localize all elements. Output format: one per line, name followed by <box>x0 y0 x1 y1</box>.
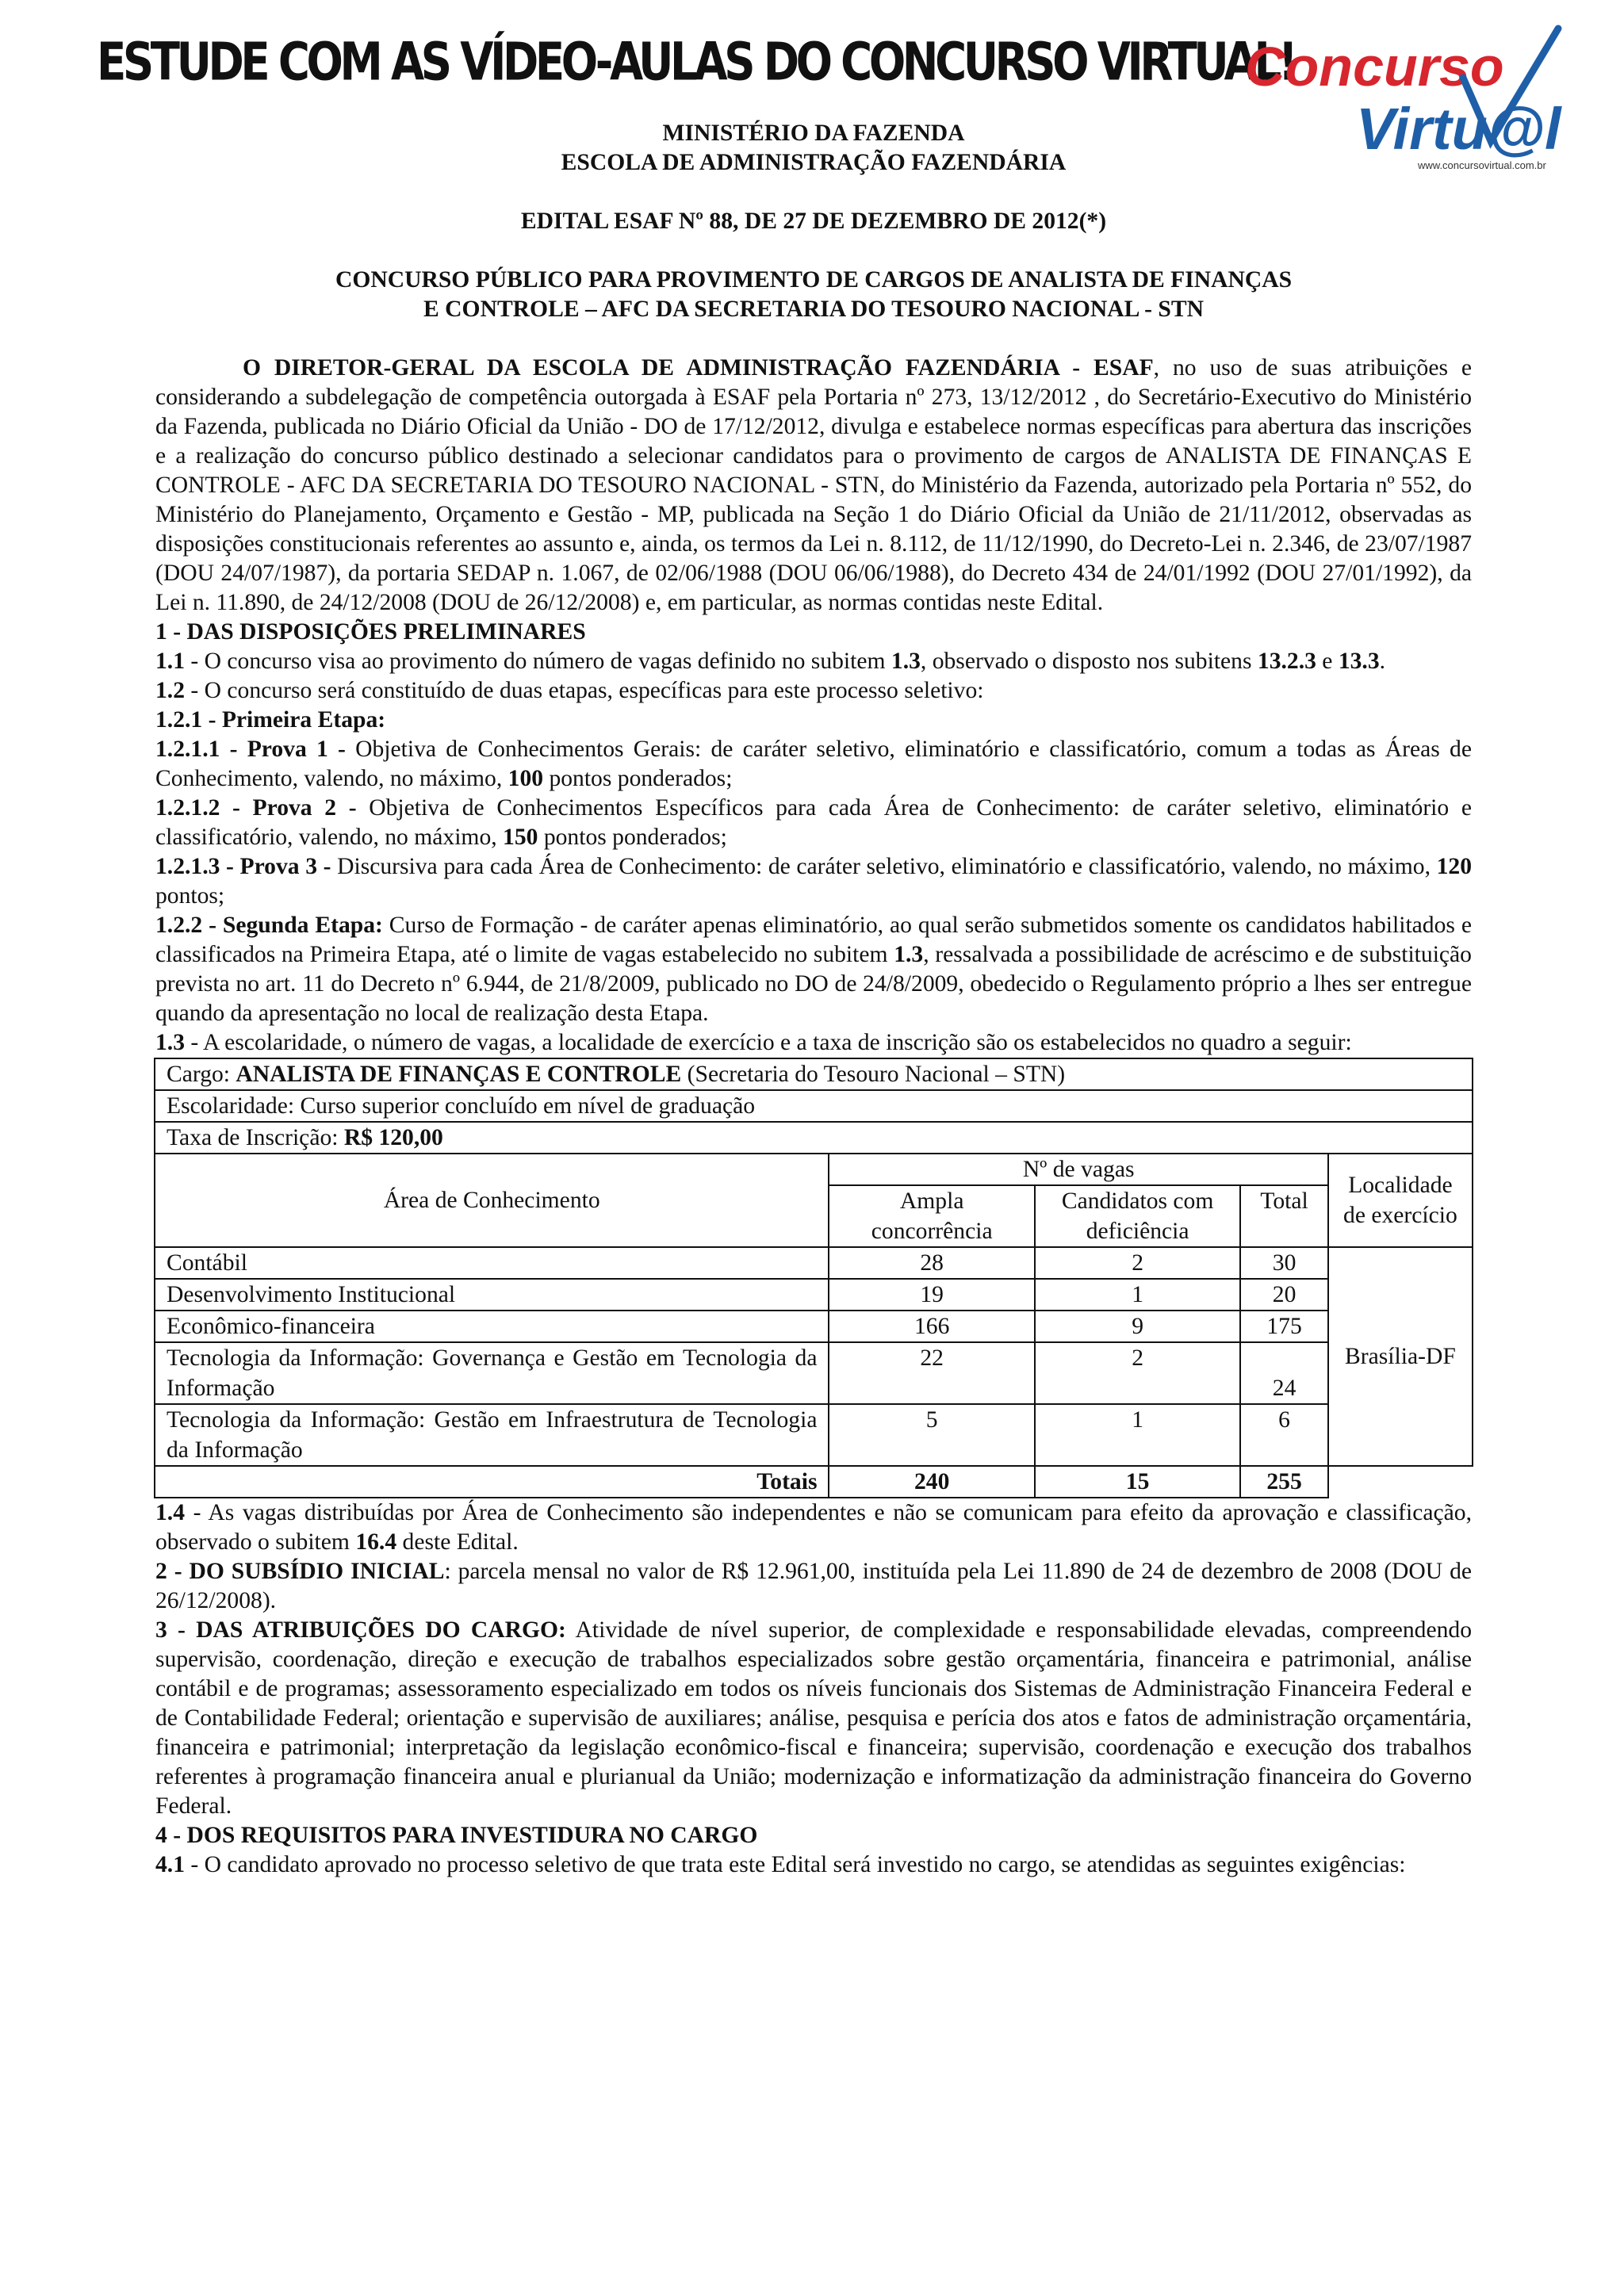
total-cell: 24 <box>1240 1342 1328 1404</box>
total-cell: 175 <box>1240 1311 1328 1342</box>
localidade-cell: Brasília-DF <box>1328 1247 1473 1466</box>
ampla-cell: 22 <box>829 1342 1034 1404</box>
item-1-2-1-1: 1.2.1.1 - Prova 1 - Objetiva de Conhecimentos Gerais: de caráter seletivo, eliminatório e classificatório, comum a todas as Áreas de Conhecimento, valendo, no máximo, 100 pontos ponderados; <box>155 737 1472 791</box>
table-row <box>155 1279 1473 1311</box>
total-cell: 20 <box>1240 1279 1328 1311</box>
item-1-4: 1.4 - As vagas distribuídas por Área de Conhecimento são independentes e não se comunicam para efeito da aprovação e classificação, observado o subitem 16.4 deste Edital. <box>155 1500 1472 1555</box>
deficiencia-cell: 1 <box>1035 1404 1240 1466</box>
table-row-taxa <box>155 1122 1473 1154</box>
area-cell: Econômico-financeira <box>155 1311 829 1342</box>
school-title: ESCOLA DE ADMINISTRAÇÃO FAZENDÁRIA <box>561 150 1067 175</box>
deficiencia-cell: 9 <box>1035 1311 1240 1342</box>
total-cell: 30 <box>1240 1247 1328 1279</box>
concurso-title-line2: E CONTROLE – AFC DA SECRETARIA DO TESOURO NACIONAL - STN <box>423 297 1204 322</box>
ministry-title: MINISTÉRIO DA FAZENDA <box>662 121 965 146</box>
item-1-1: 1.1 - O concurso visa ao provimento do número de vagas definido no subitem 1.3, observado o disposto nos subitens 13.2.3 e 13.3. <box>155 649 1386 674</box>
header-localidade: Localidade de exercício <box>1328 1154 1473 1247</box>
table-header-row-1 <box>155 1154 1473 1185</box>
deficiencia-cell: 2 <box>1035 1342 1240 1404</box>
logo-url: www.concursovirtual.com.br <box>1418 159 1546 171</box>
deficiencia-cell: 1 <box>1035 1279 1240 1311</box>
item-1-2-1-2: 1.2.1.2 - Prova 2 - Objetiva de Conhecimentos Específicos para cada Área de Conhecimento: de caráter seletivo, eliminatório e classificatório, valendo, no máximo, 150 pontos ponderados; <box>155 795 1472 850</box>
item-1-2-1: 1.2.1 - Primeira Etapa: <box>155 707 386 733</box>
area-cell: Tecnologia da Informação: Gestão em Infraestrutura de Tecnologia da Informação <box>155 1404 829 1466</box>
ampla-cell: 19 <box>829 1279 1034 1311</box>
item-1-2-1-3: 1.2.1.3 - Prova 3 - Discursiva para cada Área de Conhecimento: de caráter seletivo, eliminatório e classificatório, valendo, no máximo, 120 pontos; <box>155 854 1472 909</box>
concurso-title-line1: CONCURSO PÚBLICO PARA PROVIMENTO DE CARGOS DE ANALISTA DE FINANÇAS <box>335 267 1293 293</box>
deficiencia-cell: 2 <box>1035 1247 1240 1279</box>
area-cell: Tecnologia da Informação: Governança e Gestão em Tecnologia da Informação <box>155 1342 829 1404</box>
table-row-escolaridade <box>155 1090 1473 1122</box>
item-1-2: 1.2 - O concurso será constituído de duas etapas, específicas para este processo seletivo: <box>155 678 984 703</box>
table-row-cargo <box>155 1058 1473 1090</box>
intro-paragraph: O DIRETOR-GERAL DA ESCOLA DE ADMINISTRAÇÃO FAZENDÁRIA - ESAF, no uso de suas atribuições e considerando a subdelegação de competência outorgada à ESAF pela Portaria nº 273, 13/12/2012 , do Secretário-Executivo do Ministério da Fazenda, publicada no Diário Oficial da União - DO de 17/12/2012, divulga e estabelece normas específicas para abertura das inscrições e a realização do concurso público destinado a selecionar candidatos para o provimento de cargos de ANALISTA DE FINANÇAS E CONTROLE - AFC DA SECRETARIA DO TESOURO NACIONAL - STN, do Ministério da Fazenda, autorizado pela Portaria nº 552, do Ministério do Planejamento, Orçamento e Gestão - MP, publicada na Seção 1 do Diário Oficial da União de 21/11/2012, observadas as disposições constitucionais referentes ao assunto e, ainda, os termos da Lei n. 8.112, de 11/12/1990, do Decreto-Lei n. 2.346, de 23/07/1987 (DOU 24/07/1987), da portaria SEDAP n. 1.067, de 02/06/1988 (DOU 06/06/1988), do Decreto 434 de 24/01/1992 (DOU 27/01/1992), da Lei n. 11.890, de 24/12/2008 (DOU de 26/12/2008) e, em particular, as normas contidas neste Edital. <box>155 355 1472 615</box>
total-cell: 6 <box>1240 1404 1328 1466</box>
promo-banner: ESTUDE COM AS VÍDEO-AULAS DO CONCURSO VIRTUAL! <box>97 30 1295 93</box>
totals-total: 255 <box>1240 1466 1328 1498</box>
item-1-2-2: 1.2.2 - Segunda Etapa: Curso de Formação - de caráter apenas eliminatório, ao qual serão submetidos somente os candidatos habilitados e classificados na Primeira Etapa, até o limite de vagas estabelecido no subitem 1.3, ressalvada a possibilidade de acréscimo e de substituição prevista no art. 11 do Decreto nº 6.944, de 21/8/2009, publicado no DO de 24/8/2009, obedecido o Regulamento próprio a lhes ser entregue quando da apresentação no local de realização desta Etapa. <box>155 913 1472 1026</box>
section-3: 3 - DAS ATRIBUIÇÕES DO CARGO: Atividade de nível superior, de complexidade e responsabilidade elevadas, compreendendo supervisão, coordenação, direção e execução de trabalhos especializados sobre gestão orçamentária, financeira e patrimonial, análise contábil e de programas; assessoramento especializado em todos os níveis funcionais dos Sistemas de Administração Financeira Federal e de Contabilidade Federal; orientação e supervisão de auxiliares; análise, pesquisa e perícia dos atos e fatos de administração orçamentária, financeira e patrimonial; interpretação da legislação econômico-fiscal e financeira; supervisão, coordenação e execução dos trabalhos referentes à programação financeira anual e plurianual da União; modernização e informatização da administração financeira do Governo Federal. <box>155 1617 1472 1819</box>
logo-word-concurso: Concurso <box>1245 36 1504 98</box>
item-1-3: 1.3 - A escolaridade, o número de vagas, a localidade de exercício e a taxa de inscrição são os estabelecidos no quadro a seguir: <box>155 1030 1352 1055</box>
ampla-cell: 5 <box>829 1404 1034 1466</box>
cargo-cell: Cargo: ANALISTA DE FINANÇAS E CONTROLE (Secretaria do Tesouro Nacional – STN) <box>155 1058 1473 1090</box>
header-deficiencia: Candidatos com deficiência <box>1035 1185 1240 1247</box>
item-4-1: 4.1 - O candidato aprovado no processo seletivo de que trata este Edital será investido no cargo, se atendidas as seguintes exigências: <box>155 1852 1406 1877</box>
table-row <box>155 1404 1473 1466</box>
vagas-table <box>154 1058 1473 1498</box>
ampla-cell: 166 <box>829 1311 1034 1342</box>
area-cell: Desenvolvimento Institucional <box>155 1279 829 1311</box>
escolaridade-cell: Escolaridade: Curso superior concluído em nível de graduação <box>155 1090 1473 1122</box>
totals-label: Totais <box>155 1466 829 1498</box>
area-cell: Contábil <box>155 1247 829 1279</box>
header-total: Total <box>1240 1185 1328 1247</box>
section-2: 2 - DO SUBSÍDIO INICIAL: parcela mensal no valor de R$ 12.961,00, instituída pela Lei 11.890 de 24 de dezembro de 2008 (DOU de 26/12/2008). <box>155 1559 1472 1613</box>
totals-ampla: 240 <box>829 1466 1034 1498</box>
logo-word-virtual: Virtu@l <box>1356 96 1561 162</box>
header-area: Área de Conhecimento <box>155 1154 829 1247</box>
section-1-heading: 1 - DAS DISPOSIÇÕES PRELIMINARES <box>155 619 586 645</box>
totals-deficiencia: 15 <box>1035 1466 1240 1498</box>
table-totals-row <box>155 1466 1473 1498</box>
header-vagas: Nº de vagas <box>829 1154 1327 1185</box>
table-row <box>155 1247 1473 1279</box>
table-row <box>155 1342 1473 1404</box>
taxa-cell: Taxa de Inscrição: R$ 120,00 <box>155 1122 1473 1154</box>
header-ampla: Ampla concorrência <box>829 1185 1034 1247</box>
edital-body <box>155 119 1472 1880</box>
table-row <box>155 1311 1473 1342</box>
ampla-cell: 28 <box>829 1247 1034 1279</box>
edital-number: EDITAL ESAF Nº 88, DE 27 DE DEZEMBRO DE 2012(*) <box>520 209 1107 234</box>
section-4-heading: 4 - DOS REQUISITOS PARA INVESTIDURA NO CARGO <box>155 1823 758 1848</box>
